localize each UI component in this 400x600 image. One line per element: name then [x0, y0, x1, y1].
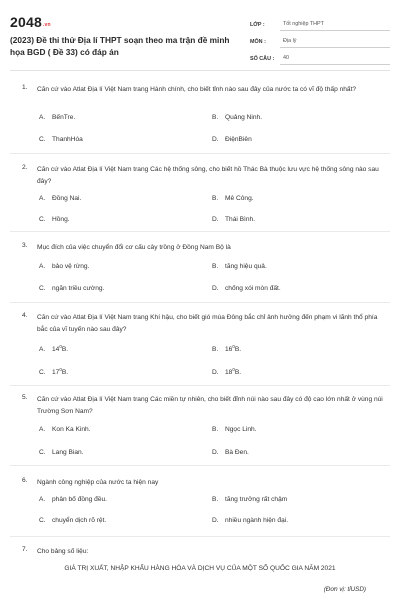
option-text: Lang Bian. [52, 449, 84, 456]
answer-option-d[interactable] [212, 367, 241, 376]
answer-option-a[interactable] [39, 195, 81, 202]
table-title: GIÁ TRỊ XUẤT, NHẬP KHẨU HÀNG HÓA VÀ DỊCH VỤ CỦA MỘT SỐ QUỐC GIA NĂM 2021 [64, 565, 336, 572]
option-letter: B. [212, 426, 219, 433]
question-text: Căn cứ vào Atlat Địa lí Việt Nam trang Hành chính, cho biết tỉnh nào sau đây của nước ta có vĩ độ thấp nhất? [37, 86, 357, 93]
question-number: 4. [22, 312, 28, 319]
option-letter: A. [39, 263, 46, 270]
answer-option-c[interactable] [39, 367, 68, 376]
option-value: 14 [52, 346, 60, 353]
answer-option-c[interactable] [39, 216, 70, 223]
option-letter: D. [212, 136, 219, 143]
answer-option-c[interactable] [39, 285, 104, 292]
option-letter: C. [39, 517, 46, 524]
meta-value: 40 [280, 55, 390, 65]
option-letter: C. [39, 285, 46, 292]
option-letter: B. [212, 346, 219, 353]
question-number: 6. [22, 477, 28, 484]
answer-option-d[interactable] [212, 216, 255, 223]
option-unit: B. [234, 346, 242, 353]
table-unit: (Đơn vị: tỉUSD) [323, 586, 366, 593]
question-text: Căn cứ vào Atlat Địa lí Việt Nam trang Các hệ thống sông, cho biết hồ Thác Bà thuộc lưu vực hệ thống sông nào sau đây? [37, 166, 379, 185]
option-value: 18 [225, 369, 233, 376]
option-letter: C. [39, 449, 46, 456]
meta-label: LỚP : [250, 22, 265, 28]
answer-option-b[interactable] [212, 344, 241, 353]
logo-suffix: .vn [42, 22, 51, 28]
option-text: Đồng Nai. [52, 195, 82, 202]
option-text: Mê Công. [225, 195, 254, 202]
option-text: Kon Ka Kinh. [52, 426, 91, 433]
option-text: chuyển dịch rõ rệt. [52, 517, 107, 524]
meta-label: SỐ CÂU : [250, 56, 275, 62]
option-text: Quảng Ninh. [225, 114, 263, 121]
answer-option-b[interactable] [212, 426, 257, 433]
question-text: Ngành công nghiệp của nước ta hiện nay [37, 479, 159, 486]
option-letter: C. [39, 369, 46, 376]
option-letter: A. [39, 195, 46, 202]
document-header [0, 0, 400, 70]
answer-option-a[interactable] [39, 114, 75, 121]
answer-option-a[interactable] [39, 426, 91, 433]
answer-option-b[interactable] [212, 195, 254, 202]
question-text: Căn cứ vào Atlat Địa lí Việt Nam trang Khí hậu, cho biết gió mùa Đông bắc chỉ ảnh hưởng đến phạm vi lãnh thổ phía bắc của vĩ tuyến nào sau đây? [37, 314, 378, 333]
question-divider [10, 231, 390, 232]
question-number: 1. [22, 84, 28, 91]
meta-row-count [250, 48, 390, 65]
meta-label: MÔN : [250, 39, 266, 45]
option-text: tăng hiệu quả. [225, 263, 267, 270]
option-letter: C. [39, 136, 46, 143]
meta-value: Địa lý [280, 38, 390, 48]
question-number: 3. [22, 242, 28, 249]
option-letter: A. [39, 426, 46, 433]
option-text: BếnTre. [52, 114, 76, 121]
option-text: chống xói mòn đất. [225, 285, 281, 292]
site-logo[interactable] [10, 14, 51, 30]
meta-value: Tốt nghiệp THPT [280, 21, 390, 31]
option-superscript: 0 [59, 367, 62, 372]
question-text: Căn cứ vào Atlat Địa lí Việt Nam trang Các miền tự nhiên, cho biết đỉnh núi nào sau đây có độ cao lớn nhất ở vùng núi Trường Sơn Nam? [37, 396, 383, 415]
option-letter: D. [212, 369, 219, 376]
option-letter: B. [212, 263, 219, 270]
option-unit: B. [61, 346, 69, 353]
meta-row-grade [250, 14, 390, 31]
option-letter: A. [39, 496, 46, 503]
option-value: 16 [225, 346, 233, 353]
document-title: (2023) Đề thi thử Địa lí THPT soạn theo ma trận đề minh họa BGD ( Đề 33) có đáp án [10, 35, 230, 57]
option-text: tăng trưởng rất chậm [225, 496, 288, 503]
option-letter: A. [39, 114, 46, 121]
option-letter: A. [39, 346, 46, 353]
answer-option-c[interactable] [39, 517, 106, 524]
option-text: Ngọc Linh. [225, 426, 257, 433]
option-text: Bà Đen. [225, 449, 249, 456]
option-text: Hồng. [52, 216, 70, 223]
option-letter: B. [212, 114, 219, 121]
answer-option-d[interactable] [212, 285, 281, 292]
question-divider [10, 153, 390, 154]
answer-option-a[interactable] [39, 263, 89, 270]
header-divider [10, 70, 390, 71]
option-letter: D. [212, 216, 219, 223]
option-unit: B. [61, 369, 69, 376]
answer-option-a[interactable] [39, 496, 107, 503]
option-superscript: 0 [232, 367, 235, 372]
option-text: nhiều ngành hiện đại. [225, 517, 289, 524]
option-letter: C. [39, 216, 46, 223]
question-number: 2. [22, 164, 28, 171]
option-letter: D. [212, 449, 219, 456]
question-text: Mục đích của việc chuyển đổi cơ cấu cây trồng ở Đồng Nam Bộ là [37, 244, 231, 251]
option-unit: B. [234, 369, 242, 376]
answer-option-d[interactable] [212, 517, 288, 524]
option-value: 17 [52, 369, 60, 376]
option-letter: D. [212, 285, 219, 292]
answer-option-c[interactable] [39, 136, 83, 143]
question-divider [10, 465, 390, 466]
option-superscript: 0 [59, 344, 62, 349]
option-letter: B. [212, 496, 219, 503]
option-text: bảo vệ rừng. [52, 263, 90, 270]
option-superscript: 0 [232, 344, 235, 349]
option-text: phân bố đồng đều. [52, 496, 108, 503]
question-divider [10, 302, 390, 303]
answer-option-b[interactable] [212, 114, 262, 121]
option-text: ĐiệnBiên [225, 136, 252, 143]
document-meta [250, 14, 390, 65]
question-number: 5. [22, 394, 28, 401]
option-text: ThanhHóa [52, 136, 83, 143]
answer-option-b[interactable] [212, 263, 267, 270]
question-number: 7. [22, 546, 28, 553]
answer-option-d[interactable] [212, 449, 249, 456]
logo-text: 2048 [10, 14, 42, 30]
answer-option-b[interactable] [212, 496, 287, 503]
option-letter: B. [212, 195, 219, 202]
question-text: Cho bảng số liệu: [37, 548, 89, 555]
question-divider [10, 385, 390, 386]
meta-row-subject [250, 31, 390, 48]
answer-option-a[interactable] [39, 344, 68, 353]
answer-option-d[interactable] [212, 136, 252, 143]
option-letter: D. [212, 517, 219, 524]
answer-option-c[interactable] [39, 449, 84, 456]
option-text: ngăn triều cường. [52, 285, 105, 292]
question-divider [10, 536, 390, 537]
option-text: Thái Bình. [225, 216, 256, 223]
